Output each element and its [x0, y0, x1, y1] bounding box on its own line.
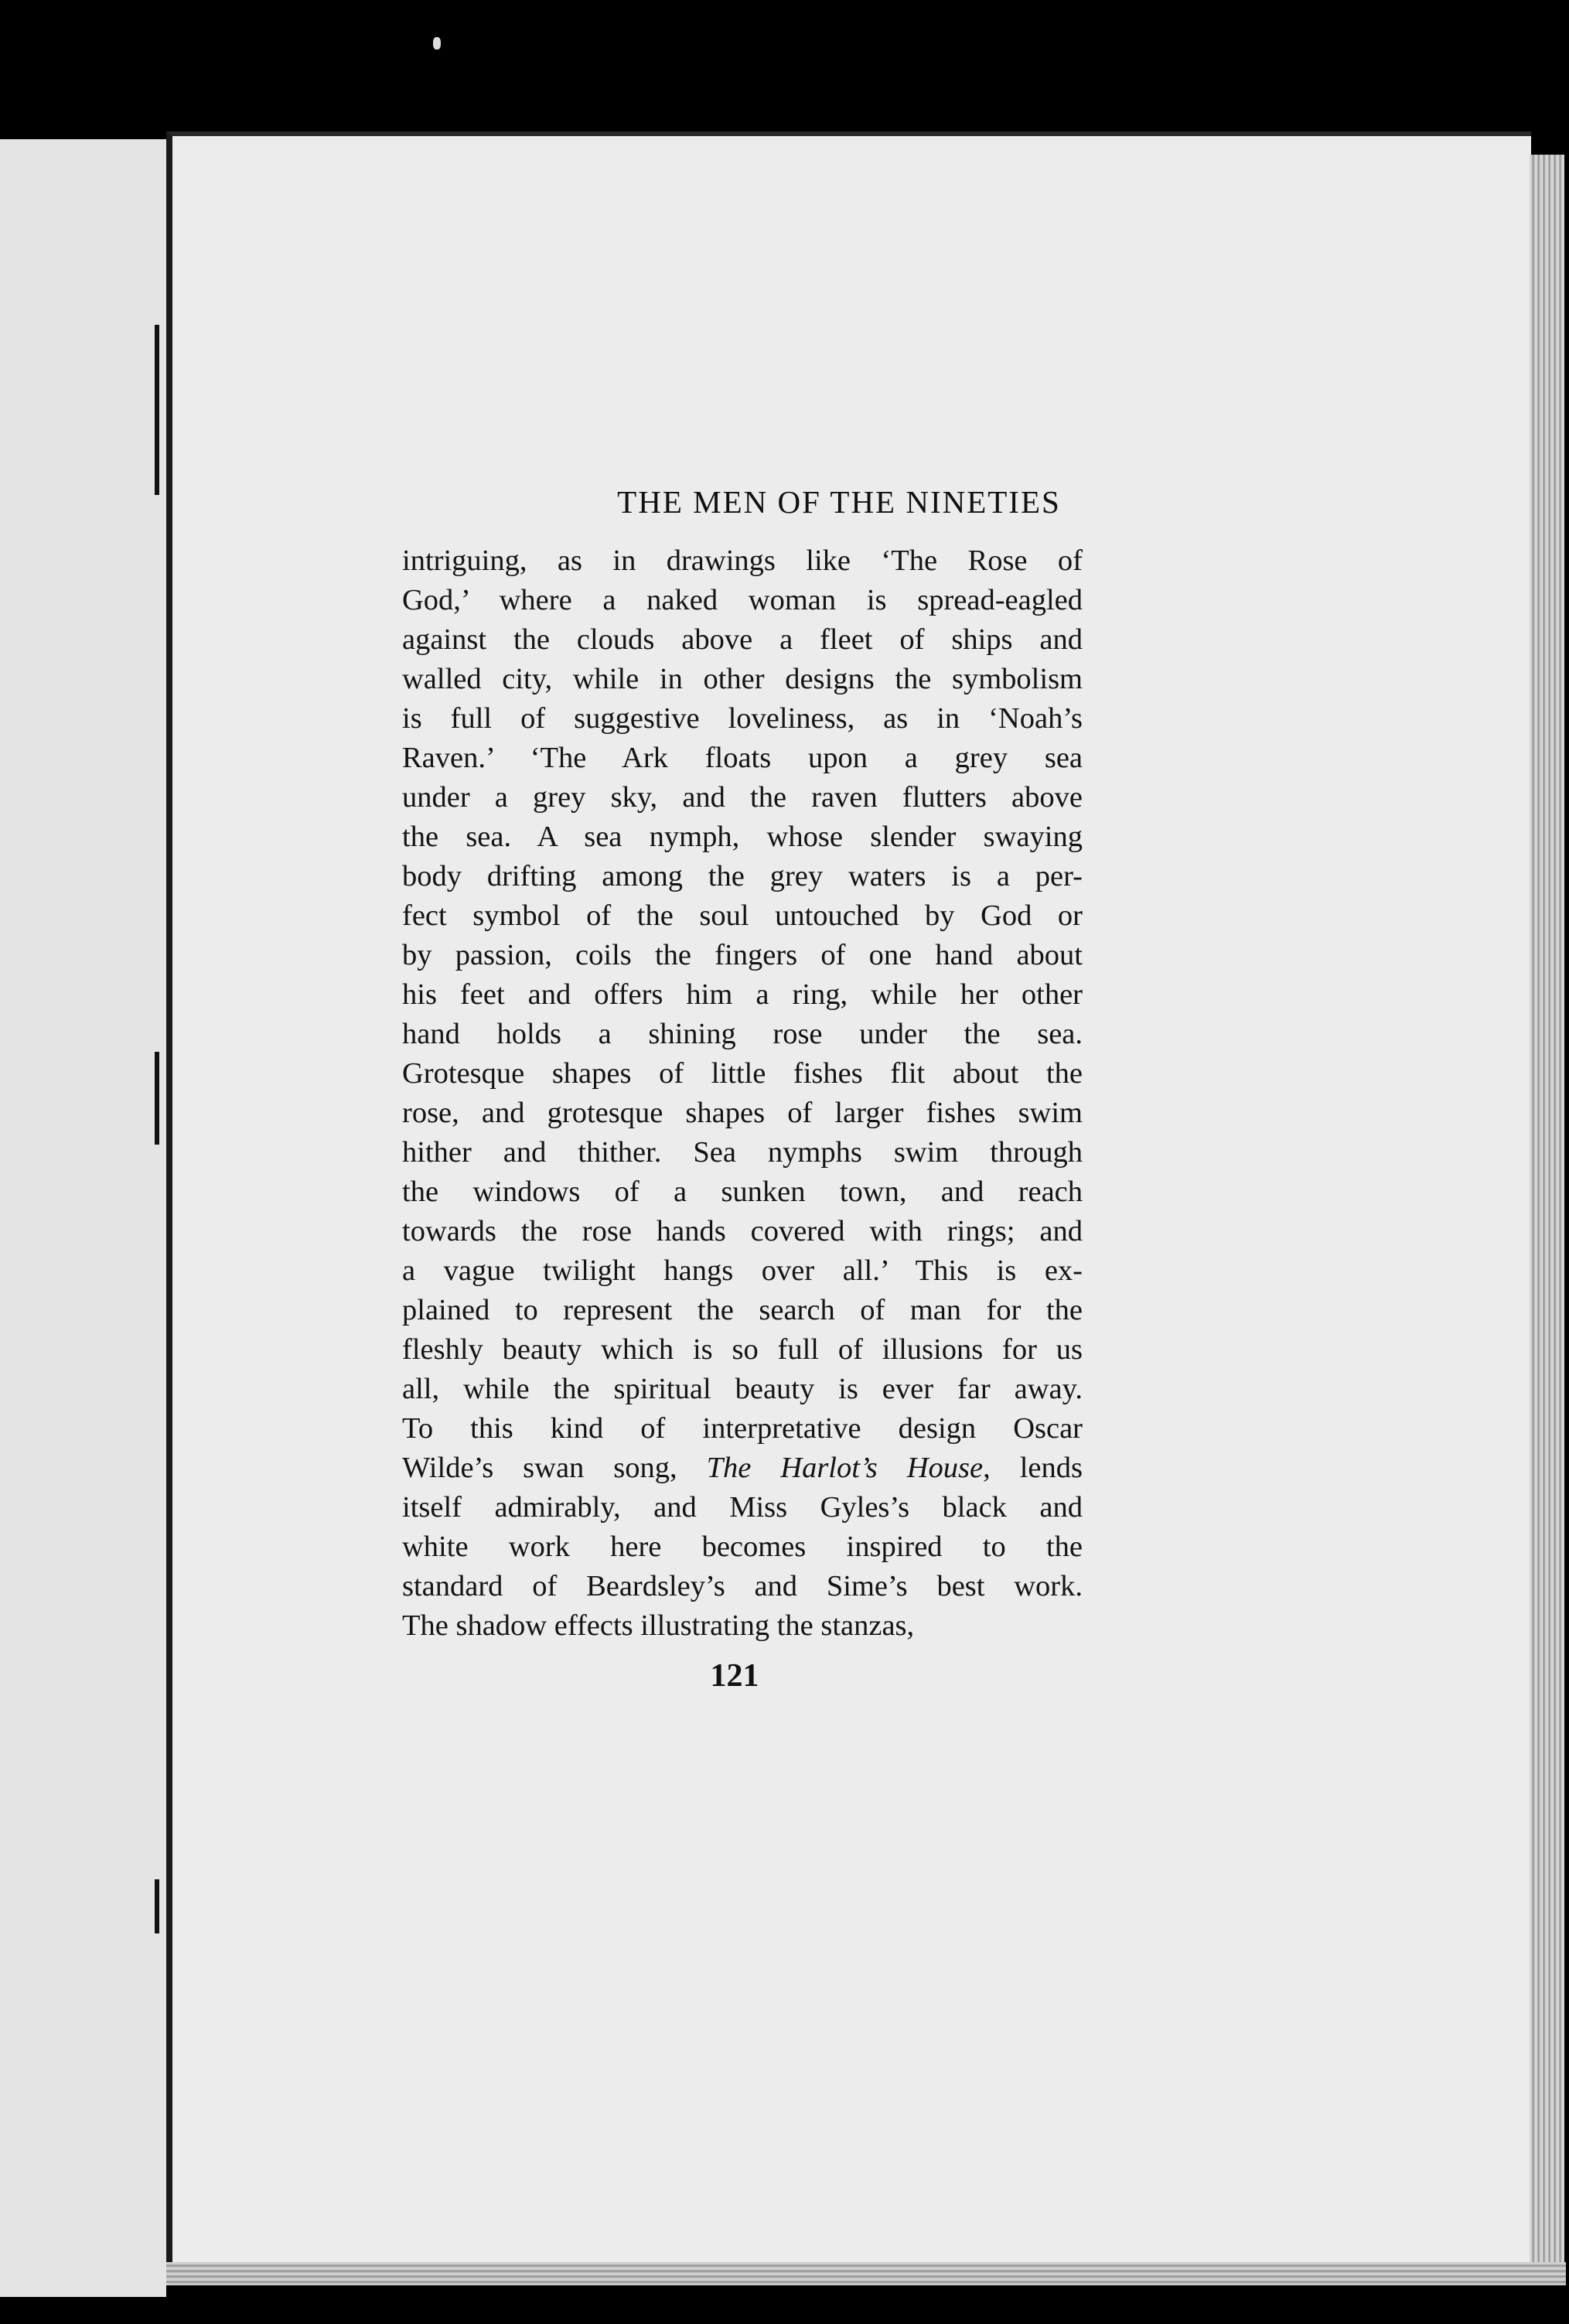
text-line: is full of suggestive loveliness, as in ‘Noah’s [402, 702, 1083, 735]
text-line: standard of Beardsley’s and Sime’s best work. [402, 1570, 1083, 1602]
text-line: white work here becomes inspired to the [402, 1531, 1083, 1563]
text-line: hither and thither. Sea nymphs swim through [402, 1136, 1083, 1169]
text-line: Raven.’ ‘The Ark floats upon a grey sea [402, 742, 1083, 774]
text-line: the sea. A sea nymph, whose slender swaying [402, 821, 1083, 853]
dust-speck [433, 37, 441, 49]
binding-shadow [155, 1052, 159, 1145]
text-line: by passion, coils the fingers of one hand about [402, 939, 1083, 971]
text-line: a vague twilight hangs over all.’ This is ex- [402, 1254, 1083, 1287]
text-line: To this kind of interpretative design Oscar [402, 1412, 1083, 1445]
text-line: itself admirably, and Miss Gyles’s black and [402, 1491, 1083, 1524]
page-stack-right-edge [1530, 155, 1564, 2266]
facing-page-edge [0, 139, 166, 2297]
text-line: The shadow effects illustrating the stanzas, [402, 1609, 915, 1642]
text-line: plained to represent the search of man for the [402, 1294, 1083, 1326]
text-line: towards the rose hands covered with rings; and [402, 1215, 1083, 1247]
text-line: intriguing, as in drawings like ‘The Rose of [402, 544, 1083, 577]
page-stack-bottom-edge [166, 2262, 1566, 2285]
binding-shadow [155, 1879, 159, 1933]
text-line: rose, and grotesque shapes of larger fishes swim [402, 1097, 1083, 1129]
text-line: fect symbol of the soul untouched by God or [402, 899, 1083, 932]
text-line-with-title [402, 1449, 1083, 1488]
binding-shadow [155, 325, 159, 495]
text-line: all, while the spiritual beauty is ever far away. [402, 1373, 1083, 1405]
text-line: fleshly beauty which is so full of illusions for us [402, 1333, 1083, 1366]
body-text [402, 541, 1083, 1646]
text-line: the windows of a sunken town, and reach [402, 1176, 1083, 1208]
text-line: walled city, while in other designs the symbolism [402, 663, 1083, 695]
text-line: his feet and offers him a ring, while her other [402, 978, 1083, 1011]
text-line: under a grey sky, and the raven flutters above [402, 781, 1083, 814]
page-number: 121 [710, 1658, 759, 1694]
text-line: against the clouds above a fleet of ships and [402, 623, 1083, 656]
text-fragment: Wilde’s swan song, [402, 1452, 707, 1484]
italic-work-title: The Harlot’s House [706, 1452, 984, 1484]
text-fragment: , lends [983, 1452, 1083, 1484]
text-line: hand holds a shining rose under the sea. [402, 1018, 1083, 1050]
text-line: Grotesque shapes of little fishes flit about the [402, 1057, 1083, 1090]
text-line: body drifting among the grey waters is a per- [402, 860, 1083, 892]
text-line: God,’ where a naked woman is spread-eagled [402, 584, 1083, 616]
running-head: THE MEN OF THE NINETIES [617, 484, 1061, 520]
